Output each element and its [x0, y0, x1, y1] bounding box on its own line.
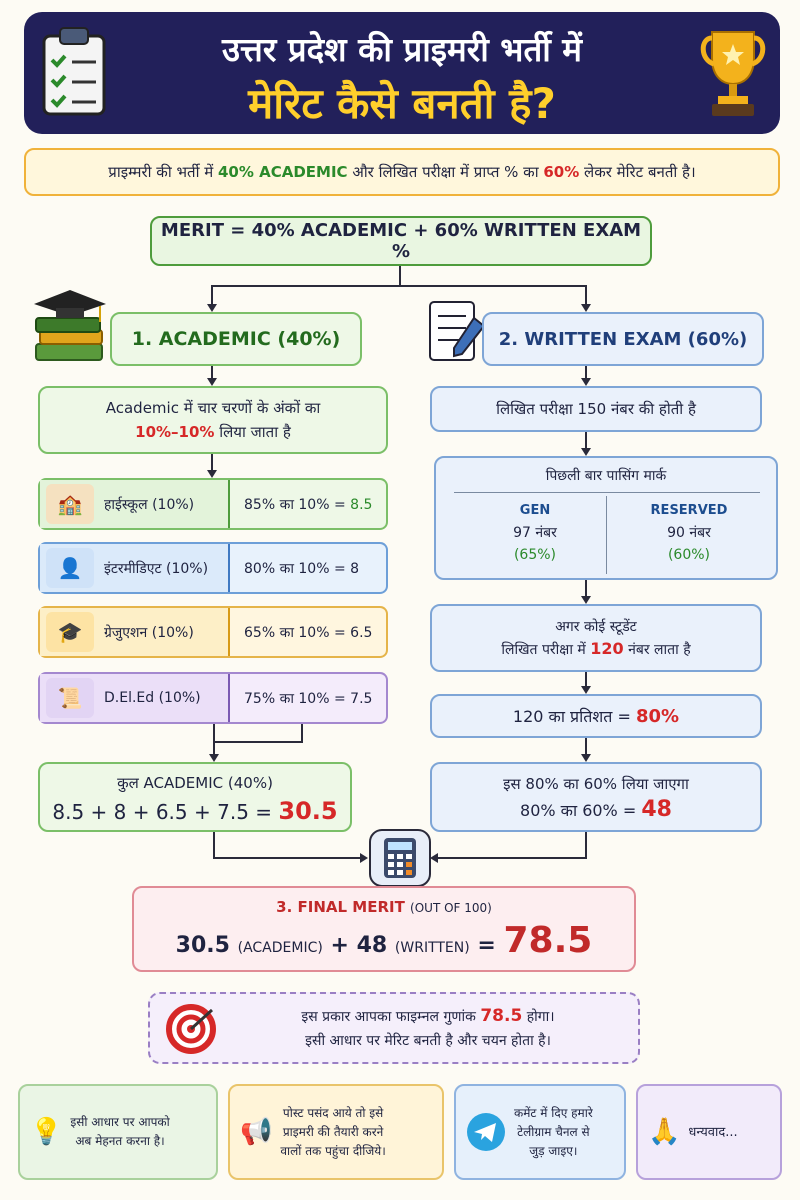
footer-card-telegram[interactable]	[454, 1084, 626, 1180]
header-banner	[24, 12, 780, 134]
academic-total-value: 30.5	[278, 796, 338, 825]
card-text: पोस्ट पसंद आये तो इसे	[282, 1105, 384, 1120]
academic-row-graduation	[38, 606, 388, 658]
student-marks-highlight: 120	[590, 638, 624, 658]
final-written-value: 48	[356, 932, 388, 958]
card-text: वालों तक पहुंचा दीजिये।	[280, 1143, 386, 1158]
row-label: ग्रेजुएशन (10%)	[104, 624, 194, 641]
final-result: 78.5	[503, 919, 593, 961]
final-merit-box	[132, 886, 636, 972]
gen-label: GEN	[519, 503, 551, 518]
row-calc: 80% का 10% =	[244, 560, 351, 577]
conclusion-line-1a: इस प्रकार आपका फाइम्नल गुणांक	[301, 1008, 481, 1025]
folded-hands-icon: 🙏	[648, 1116, 681, 1147]
conclusion-highlight: 78.5	[480, 1005, 523, 1026]
academic-info	[38, 386, 388, 454]
row-calc: 75% का 10% =	[244, 690, 351, 707]
row-label: इंटरमीडिएट (10%)	[104, 560, 209, 577]
footer-card-thanks	[636, 1084, 782, 1180]
sixty-expr: 80% का 60% =	[520, 800, 642, 820]
books-graduation-icon	[30, 286, 110, 370]
calculator-icon	[370, 830, 430, 886]
final-title: 3. FINAL MERIT	[276, 897, 405, 916]
passing-divider-h	[454, 492, 760, 493]
card-text: प्राइमरी की तैयारी करने	[282, 1124, 384, 1139]
conclusion-line-1b: होगा।	[522, 1008, 555, 1025]
percent-text: 120 का प्रतिशत =	[512, 707, 636, 726]
student-example	[430, 604, 762, 672]
final-academic-label: (ACADEMIC)	[237, 939, 323, 956]
percentage-box	[430, 694, 762, 738]
title-line-2: मेरिट कैसे बनती है?	[248, 79, 556, 128]
lightbulb-icon: 💡	[30, 1116, 63, 1147]
card-text: टेलीग्राम चैनल से	[517, 1124, 590, 1139]
passing-marks-box	[434, 456, 778, 580]
percent-highlight: 80%	[636, 706, 680, 727]
student-line-2b: नंबर लाता है	[623, 641, 691, 658]
card-text: इसी आधार पर आपको	[70, 1115, 170, 1129]
final-equals: =	[477, 932, 496, 958]
student-icon: 👤	[46, 548, 94, 588]
row-value: 8	[350, 560, 360, 577]
academic-row-intermediate	[38, 542, 388, 594]
academic-total	[38, 762, 352, 832]
row-value: 6.5	[350, 624, 373, 641]
school-icon: 🏫	[46, 484, 94, 524]
gen-percent: (65%)	[513, 547, 557, 563]
conclusion-line-2: इसी आधार पर मेरिट बनती है और चयन होता है।	[305, 1032, 551, 1049]
reserved-label: RESERVED	[650, 503, 728, 518]
target-icon	[166, 1004, 216, 1054]
card-text: कमेंट में दिए हमारे	[514, 1105, 593, 1120]
reserved-percent: (60%)	[667, 547, 711, 563]
intro-text-1: प्राइम्मरी की भर्ती में	[108, 163, 218, 181]
academic-info-line-2: लिया जाता है	[214, 423, 291, 441]
row-label: D.El.Ed (10%)	[104, 690, 201, 706]
academic-total-expr: 8.5 + 8 + 6.5 + 7.5 =	[52, 799, 279, 824]
sixty-line-1: इस 80% का 60% लिया जाएगा	[503, 774, 689, 793]
title-line-1: उत्तर प्रदेश की प्राइमरी भर्ती में	[221, 30, 583, 69]
thanks-text: धन्यवाद...	[688, 1124, 738, 1140]
megaphone-icon: 📢	[240, 1116, 273, 1147]
sixty-percent-box	[430, 762, 762, 832]
telegram-icon	[466, 1112, 506, 1152]
intro-highlight-academic: 40% ACADEMIC	[217, 163, 348, 181]
passing-marks-title: पिछली बार पासिंग मार्क	[545, 468, 667, 484]
card-text: अब मेहनत करना है।	[75, 1134, 165, 1148]
academic-total-label: कुल ACADEMIC (40%)	[117, 773, 273, 792]
intro-banner	[24, 148, 780, 196]
card-text: जुड़ जाइए।	[529, 1143, 578, 1158]
merit-formula: MERIT = 40% ACADEMIC + 60% WRITTEN EXAM %	[150, 216, 652, 266]
final-written-label: (WRITTEN)	[394, 939, 470, 956]
reserved-marks: 90 नंबर	[667, 525, 711, 541]
row-value: 8.5	[350, 496, 373, 513]
academic-info-line-1: Academic में चार चरणों के अंकों का	[105, 399, 321, 417]
row-calc: 65% का 10% =	[244, 624, 351, 641]
intro-text-2: और लिखित परीक्षा में प्राप्त % का	[347, 163, 544, 181]
intro-highlight-sixty: 60%	[543, 163, 580, 181]
academic-heading: 1. ACADEMIC (40%)	[110, 312, 362, 366]
intro-text-3: लेकर मेरिट बनती है।	[579, 163, 696, 181]
row-calc: 85% का 10% =	[244, 496, 351, 513]
trophy-icon	[698, 26, 768, 122]
written-exam-heading: 2. WRITTEN EXAM (60%)	[482, 312, 764, 366]
footer-card-effort	[18, 1084, 218, 1180]
gen-marks: 97 नंबर	[513, 525, 557, 541]
passing-gen	[460, 500, 610, 566]
row-value: 7.5	[350, 690, 373, 707]
diploma-icon: 📜	[46, 678, 94, 718]
academic-row-deled	[38, 672, 388, 724]
conclusion-box	[148, 992, 640, 1064]
passing-reserved	[614, 500, 764, 566]
academic-info-highlight: 10%–10%	[135, 423, 215, 441]
footer-card-share	[228, 1084, 444, 1180]
student-line-2a: लिखित परीक्षा में	[501, 641, 591, 658]
final-plus: +	[330, 932, 349, 958]
graduation-cap-icon: 🎓	[46, 612, 94, 652]
sixty-value: 48	[641, 796, 672, 822]
row-label: हाईस्कूल (10%)	[104, 496, 195, 513]
final-title-small: (OUT OF 100)	[410, 900, 492, 915]
written-info: लिखित परीक्षा 150 नंबर की होती है	[430, 386, 762, 432]
academic-row-highschool	[38, 478, 388, 530]
student-line-1: अगर कोई स्टूडेंट	[555, 618, 637, 635]
final-academic-value: 30.5	[175, 932, 230, 958]
